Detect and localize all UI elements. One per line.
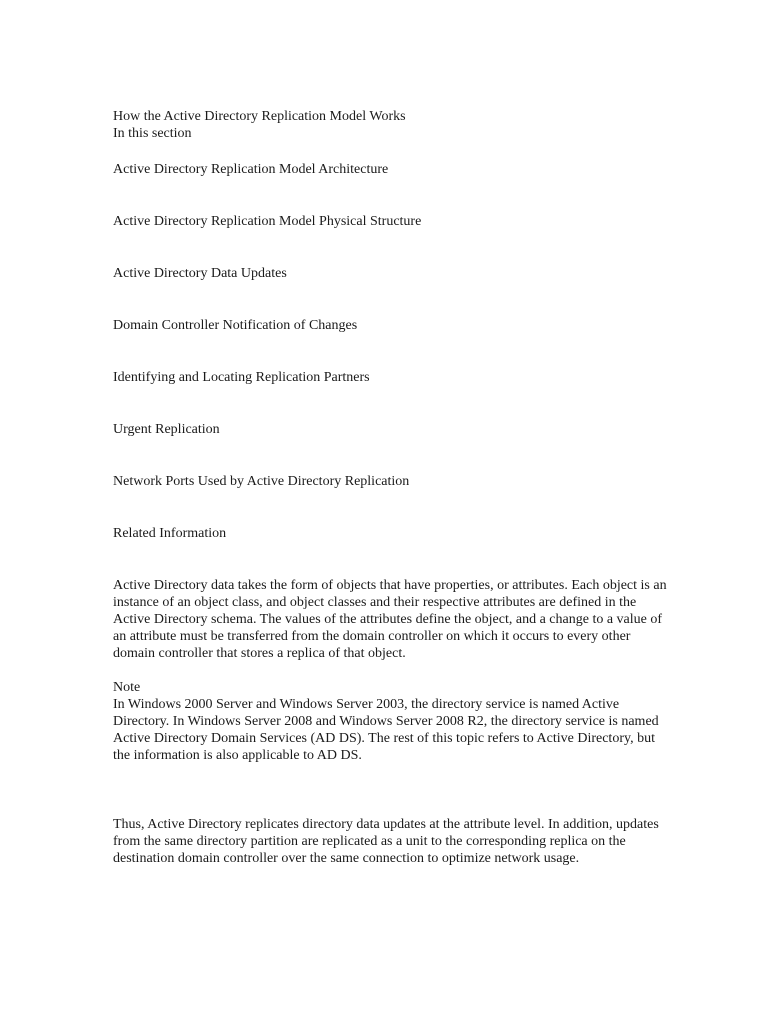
toc-item-network-ports[interactable]: Network Ports Used by Active Directory Replication xyxy=(113,474,410,489)
toc-item-data-updates[interactable]: Active Directory Data Updates xyxy=(113,266,287,281)
toc-item-replication-partners[interactable]: Identifying and Locating Replication Partners xyxy=(113,370,370,385)
closing-paragraph: Thus, Active Directory replicates directory data updates at the attribute level. In addition, updates from the same directory partition are replicated as a unit to the corresponding replica on the destination domain controller over the same connection to optimize network usage. xyxy=(113,817,659,866)
note-text: In Windows 2000 Server and Windows Server 2003, the directory service is named Active Directory. In Windows Server 2008 and Windows Server 2008 R2, the directory service is named Active Directory Domain Services (AD DS). The rest of this topic refers to Active Directory, but the information is also applicable to AD DS. xyxy=(113,697,659,763)
related-information-heading[interactable]: Related Information xyxy=(113,526,227,541)
toc-item-urgent-replication[interactable]: Urgent Replication xyxy=(113,422,220,437)
toc-item-notification-of-changes[interactable]: Domain Controller Notification of Changes xyxy=(113,318,358,333)
note-label: Note xyxy=(113,680,141,695)
toc-list xyxy=(113,161,673,490)
document-page xyxy=(113,108,673,867)
document-title: How the Active Directory Replication Model Works xyxy=(113,109,406,124)
section-subtitle: In this section xyxy=(113,126,192,141)
toc-item-architecture[interactable]: Active Directory Replication Model Architecture xyxy=(113,162,389,177)
toc-item-physical-structure[interactable]: Active Directory Replication Model Physical Structure xyxy=(113,214,422,229)
intro-paragraph: Active Directory data takes the form of objects that have properties, or attributes. Each object is an instance of an object class, and object classes and their respective attributes are defined in the Active Directory schema. The values of the attributes define the object, and a change to a value of an attribute must be transferred from the domain controller on which it occurs to every other domain controller that stores a replica of that object. xyxy=(113,578,667,661)
